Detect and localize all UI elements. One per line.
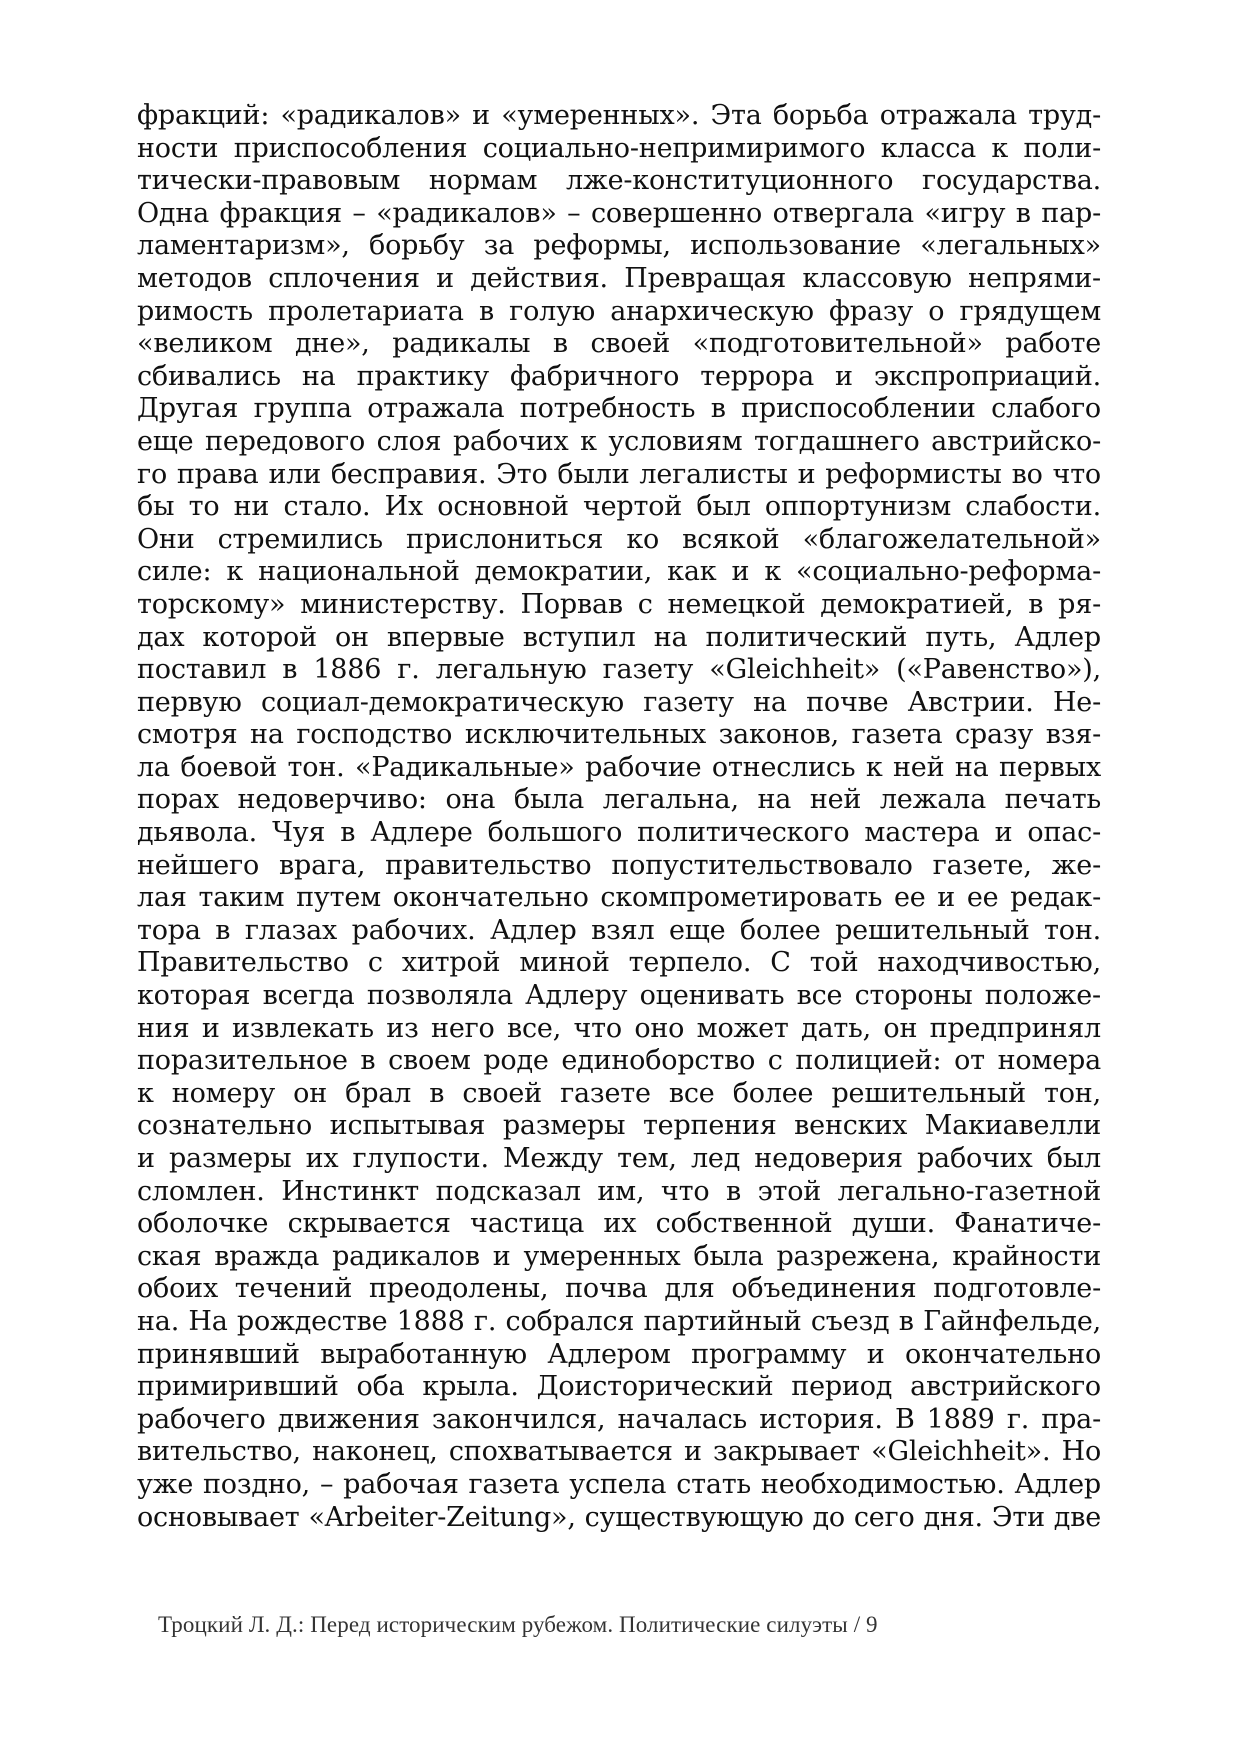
text-line: дьявола. Чуя в Адлере большого политического мастера и опас- — [137, 817, 1101, 849]
text-line: Другая группа отражала потребность в приспособлении слабого — [137, 393, 1101, 425]
text-line: которая всегда позволяла Адлеру оценивать все стороны положе- — [137, 980, 1101, 1012]
text-line: на. На рождестве 1888 г. собрался партийный съезд в Гайнфельде, — [137, 1305, 1101, 1337]
text-line: бы то ни стало. Их основной чертой был оппортунизм слабости. — [137, 491, 1101, 523]
text-line: принявший выработанную Адлером программу и окончательно — [137, 1338, 1101, 1370]
text-line: обоих течений преодолены, почва для объединения подготовле- — [137, 1273, 1101, 1305]
text-line: го права или бесправия. Это были легалисты и реформисты во что — [137, 458, 1101, 490]
text-line: лая таким путем окончательно скомпрометировать ее и ее редак- — [137, 882, 1101, 914]
text-line: ния и извлекать из него все, что оно может дать, он предпринял — [137, 1012, 1101, 1044]
text-line: ности приспособления социально-непримиримого класса к поли- — [137, 132, 1101, 164]
text-line: фракций: «радикалов» и «умеренных». Эта борьба отражала труд- — [137, 100, 1101, 131]
text-line: тора в глазах рабочих. Адлер взял еще более решительный тон. — [137, 914, 1101, 946]
text-line: ла боевой тон. «Радикальные» рабочие отнеслись к ней на первых — [137, 751, 1101, 783]
text-line: Правительство с хитрой миной терпело. С той находчивостью, — [137, 947, 1101, 979]
text-line: уже поздно, – рабочая газета успела стать необходимостью. Адлер — [137, 1468, 1101, 1500]
text-line: еще передового слоя рабочих к условиям тогдашнего австрийско- — [137, 425, 1101, 457]
text-line: и размеры их глупости. Между тем, лед недоверия рабочих был — [137, 1143, 1101, 1174]
text-line: примиривший оба крыла. Доисторический период австрийского — [137, 1371, 1101, 1403]
text-line: Они стремились прислониться ко всякой «благожелательной» — [137, 523, 1101, 555]
text-line: поразительное в своем роде единоборство с полицией: от номера — [137, 1045, 1101, 1077]
text-line: тически-правовым нормам лже-конституционного государства. — [137, 165, 1101, 197]
text-line: ламентаризм», борьбу за реформы, использование «легальных» — [137, 230, 1101, 262]
text-line: «великом дне», радикалы в своей «подготовительной» работе — [137, 328, 1101, 360]
text-line: методов сплочения и действия. Превращая классовую непрями- — [137, 262, 1101, 294]
text-line: сбивались на практику фабричного террора и экспроприаций. — [137, 360, 1101, 392]
text-line: основывает «Arbeiter-Zeitung», существующую до сего дня. Эти две — [137, 1501, 1101, 1533]
text-line: ская вражда радикалов и умеренных была разрежена, крайности — [137, 1240, 1101, 1272]
text-line: поставил в 1886 г. легальную газету «Gleichheit» («Равенство»), — [137, 654, 1101, 686]
text-line: сознательно испытывая размеры терпения венских Макиавелли — [137, 1110, 1101, 1142]
text-line: Одна фракция – «радикалов» – совершенно отвергала «игру в пар- — [137, 197, 1101, 229]
text-line: рабочего движения закончился, началась история. В 1889 г. пра- — [137, 1403, 1101, 1435]
text-line: первую социал-демократическую газету на почве Австрии. Не- — [137, 686, 1101, 718]
text-line: оболочке скрывается частица их собственной души. Фанатиче- — [137, 1208, 1101, 1240]
text-line: сломлен. Инстинкт подсказал им, что в этой легально-газетной — [137, 1175, 1101, 1207]
text-line: дах которой он впервые вступил на политический путь, Адлер — [137, 621, 1101, 653]
text-line: силе: к национальной демократии, как и к «социально-реформа- — [137, 556, 1101, 588]
page-footer: Троцкий Л. Д.: Перед историческим рубежом. Политические силуэты / 9 — [158, 1612, 878, 1637]
text-line: торскому» министерству. Порвав с немецкой демократией, в ря- — [137, 588, 1101, 620]
text-line: нейшего врага, правительство попустительствовало газете, же- — [137, 849, 1101, 881]
text-line: порах недоверчиво: она была легальна, на ней лежала печать — [137, 784, 1101, 816]
text-line: вительство, наконец, спохватывается и закрывает «Gleichheit». Но — [137, 1436, 1101, 1468]
text-line: римость пролетариата в голую анархическую фразу о грядущем — [137, 295, 1101, 327]
text-line: к номеру он брал в своей газете все более решительный тон, — [137, 1077, 1101, 1109]
body-text — [137, 100, 1101, 1534]
text-line: смотря на господство исключительных законов, газета сразу взя- — [137, 719, 1101, 751]
